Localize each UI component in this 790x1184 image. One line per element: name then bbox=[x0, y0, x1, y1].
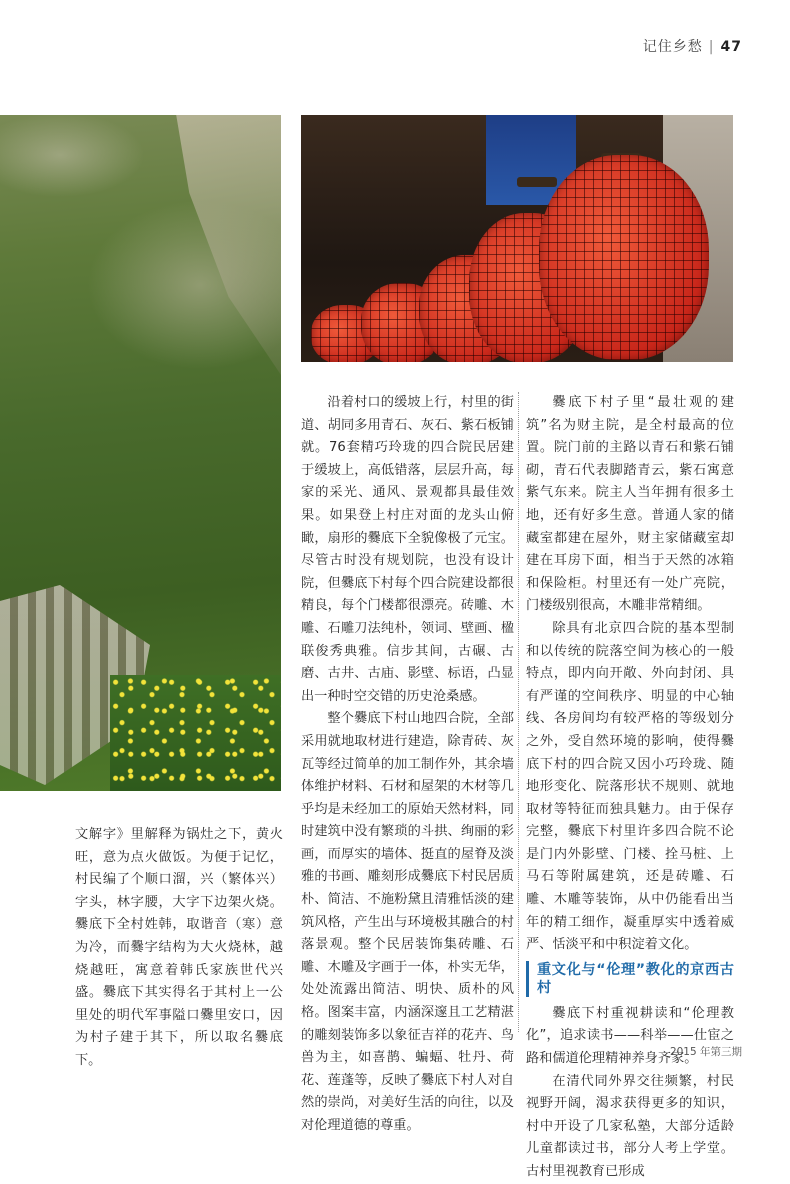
article-column-left bbox=[75, 824, 283, 1073]
paragraph: 文解字》里解释为锅灶之下，黄火旺，意为点火做饭。为便于记忆，村民编了个顺口溜，兴（繁体兴）字头，林字腰，大字下边架火烧。爨底下全村姓韩，取谐音（寒）意为冷，而爨字结构为大火烧林，越烧越旺，寓意着韩氏家族世代兴盛。爨底下其实得名于其村上一公里处的明代军事隘口爨里安口，因为村子建于其下，所以取名爨底下。 bbox=[75, 827, 283, 1068]
header-separator: | bbox=[708, 39, 715, 55]
page-number: 47 bbox=[720, 39, 742, 55]
article-column-right bbox=[526, 392, 734, 1184]
red-lanterns-photo bbox=[301, 115, 733, 362]
page-header bbox=[643, 36, 742, 56]
cliff-area bbox=[150, 115, 281, 375]
section-subheading: 重文化与“伦理”教化的京西古村 bbox=[526, 961, 734, 997]
paragraph: 爨底下村重视耕读和“伦理教化”，追求读书——科举——仕宦之路和儒道伦理精神养身齐家。 bbox=[526, 1005, 734, 1067]
paragraph: 爨底下村子里“最壮观的建筑”名为财主院，是全村最高的位置。院门前的主路以青石和紫石铺砌，青石代表脚踏青云，紫石寓意紫气东来。院主人当年拥有很多土地，还有好多生意。普通人家的储藏室都建在屋外，财主家储藏室却建在耳房下面，相当于天然的冰箱和保险柜。村里还有一处广亮院，门楼级别很高，木雕非常精细。 bbox=[526, 395, 734, 614]
article-column-middle bbox=[301, 392, 514, 1138]
paragraph: 在清代同外界交往频繁，村民视野开阔，渴求获得更多的知识，村中开设了几家私塾，大部分适龄儿童都读过书，部分人考上学堂。古村里视教育已形成 bbox=[526, 1073, 734, 1179]
paragraph: 整个爨底下村山地四合院，全部采用就地取材进行建造，除青砖、灰瓦等经过简单的加工制作外，其余墙体维护材料、石材和屋架的木材等几乎均是未经加工的原始天然材料，同时建筑中没有繁琐的斗拱、绚丽的彩画，而厚实的墙体、挺直的屋脊及淡雅的书画、雕刻形成爨底下村民居质朴、简洁、不施粉黛且清雅恬淡的建筑风格，产生出与环境极其融合的村落景观。整个民居装饰集砖雕、石雕、木雕及字画于一体，朴实无华，处处流露出简洁、明快、质朴的风格。图案丰富，内涵深邃且工艺精湛的雕刻装饰多以象征吉祥的花卉、鸟兽为主，如喜鹊、蝙蝠、牡丹、荷花、莲蓬等，反映了爨底下村人对自然的崇尚，对美好生活的向往，以及对伦理道德的尊重。 bbox=[301, 711, 514, 1133]
section-title: 记住乡愁 bbox=[642, 39, 703, 55]
mountain-village-photo bbox=[0, 115, 281, 791]
yellow-flowers bbox=[110, 675, 281, 791]
paragraph: 沿着村口的缓坡上行，村里的街道、胡同多用青石、灰石、紫石板铺就。76套精巧玲珑的四合院民居建于缓坡上，高低错落，层层升高，每家的采光、通风、景观都具最佳效果。如果登上村庄对面的龙头山俯瞰，扇形的爨底下全貌像极了元宝。尽管古时没有规划院，也没有设计院，但爨底下村每个四合院建设都很精良，每个门楼都很漂亮。砖雕、木雕、石雕刀法纯朴，领词、壁画、楹联俊秀典雅。信步其间，古碾、古磨、古井、古庙、影壁、标语，凸显出一种时空交错的历史沧桑感。 bbox=[301, 395, 514, 704]
lantern-cap bbox=[517, 177, 557, 187]
issue-footer: 2015 年第三期 bbox=[669, 1046, 742, 1058]
column-divider bbox=[518, 392, 519, 1032]
paragraph: 除具有北京四合院的基本型制和以传统的院落空间为核心的一般特点，即内向开敞、外向封闭、具有严谨的空间秩序、明显的中心轴线、各房间均有较严格的等级划分之外，受自然环境的影响，使得爨底下村的四合院又因小巧玲珑、随地形变化、院落形状不规则、就地取材等特征而独具魅力。由于保存完整，爨底下村里许多四合院不论是门内外影壁、门楼、拴马桩、上马石等附属建筑，还是砖雕、石雕、木雕等装饰，从中仍能看出当年的精工细作，凝重厚实中透着威严、恬淡平和中积淀着文化。 bbox=[526, 620, 734, 953]
red-lantern bbox=[539, 155, 709, 360]
